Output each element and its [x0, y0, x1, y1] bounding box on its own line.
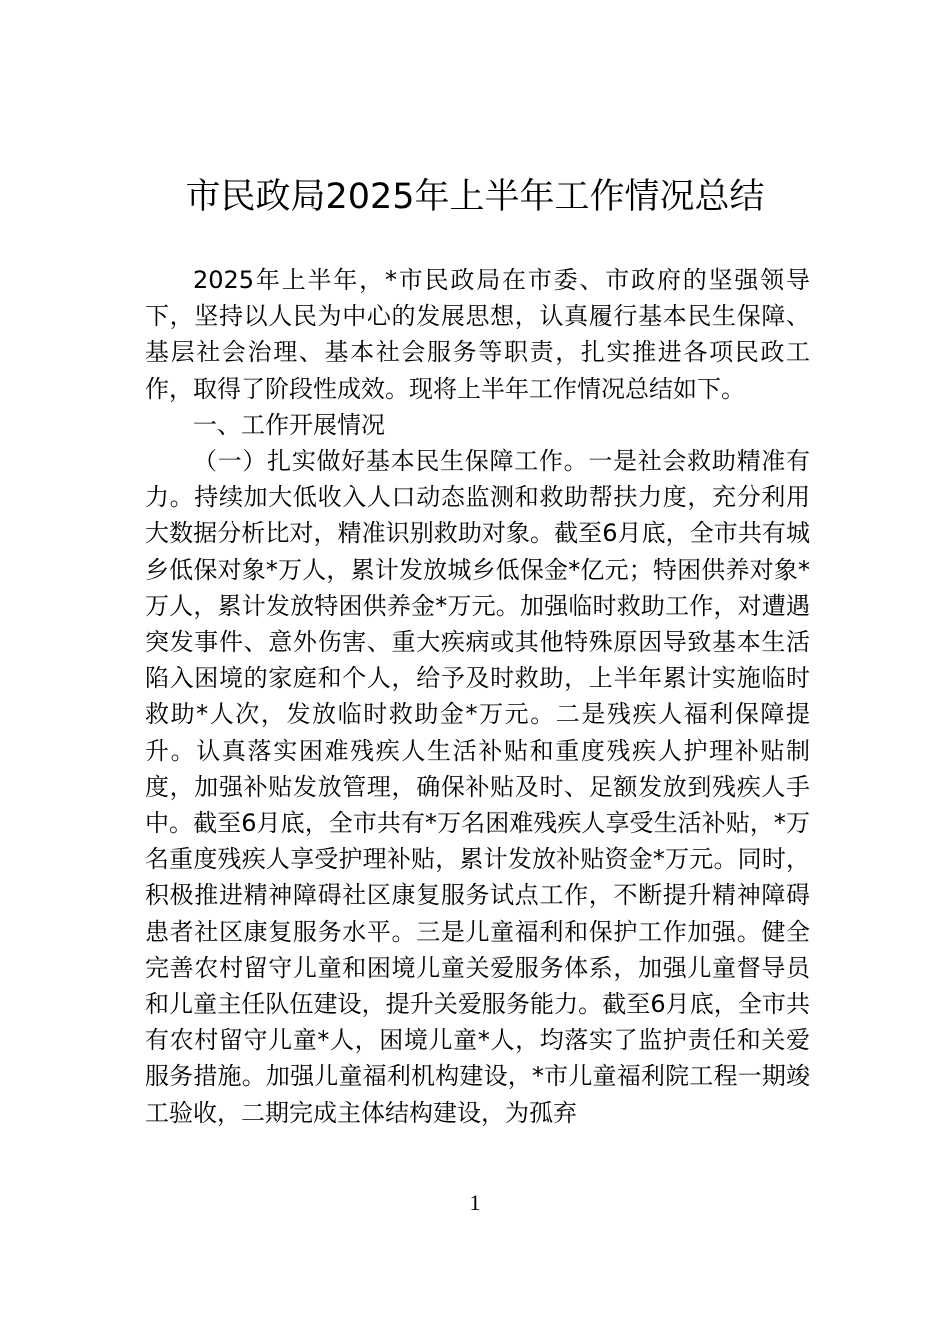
section-heading: 一、工作开展情况: [193, 410, 385, 439]
page-number: 1: [469, 1190, 481, 1215]
document-title: 市民政局2025年上半年工作情况总结: [185, 177, 765, 217]
intro-paragraph: 2025年上半年，*市民政局在市委、市政府的坚强领导下，坚持以人民为中心的发展思想，认真履行基本民生保障、基层社会治理、基本社会服务等职责，扎实推进各项民政工作，取得了阶段性成效。现将上半年工作情况总结如下。: [145, 266, 810, 403]
document-body: [145, 262, 810, 1131]
section-paragraph: （一）扎实做好基本民生保障工作。一是社会救助精准有力。持续加大低收入人口动态监测和救助帮扶力度，充分利用大数据分析比对，精准识别救助对象。截至6月底，全市共有城乡低保对象*万人，累计发放城乡低保金*亿元；特困供养对象*万人，累计发放特困供养金*万元。加强临时救助工作，对遭遇突发事件、意外伤害、重大疾病或其他特殊原因导致基本生活陷入困境的家庭和个人，给予及时救助，上半年累计实施临时救助*人次，发放临时救助金*万元。二是残疾人福利保障提升。认真落实困难残疾人生活补贴和重度残疾人护理补贴制度，加强补贴发放管理，确保补贴及时、足额发放到残疾人手中。截至6月底，全市共有*万名困难残疾人享受生活补贴，*万名重度残疾人享受护理补贴，累计发放补贴资金*万元。同时，积极推进精神障碍社区康复服务试点工作，不断提升精神障碍患者社区康复服务水平。三是儿童福利和保护工作加强。健全完善农村留守儿童和困境儿童关爱服务体系，加强儿童督导员和儿童主任队伍建设，提升关爱服务能力。截至6月底，全市共有农村留守儿童*人，困境儿童*人，均落实了监护责任和关爱服务措施。加强儿童福利机构建设，*市儿童福利院工程一期竣工验收，二期完成主体结构建设，为孤弃: [145, 447, 810, 1127]
